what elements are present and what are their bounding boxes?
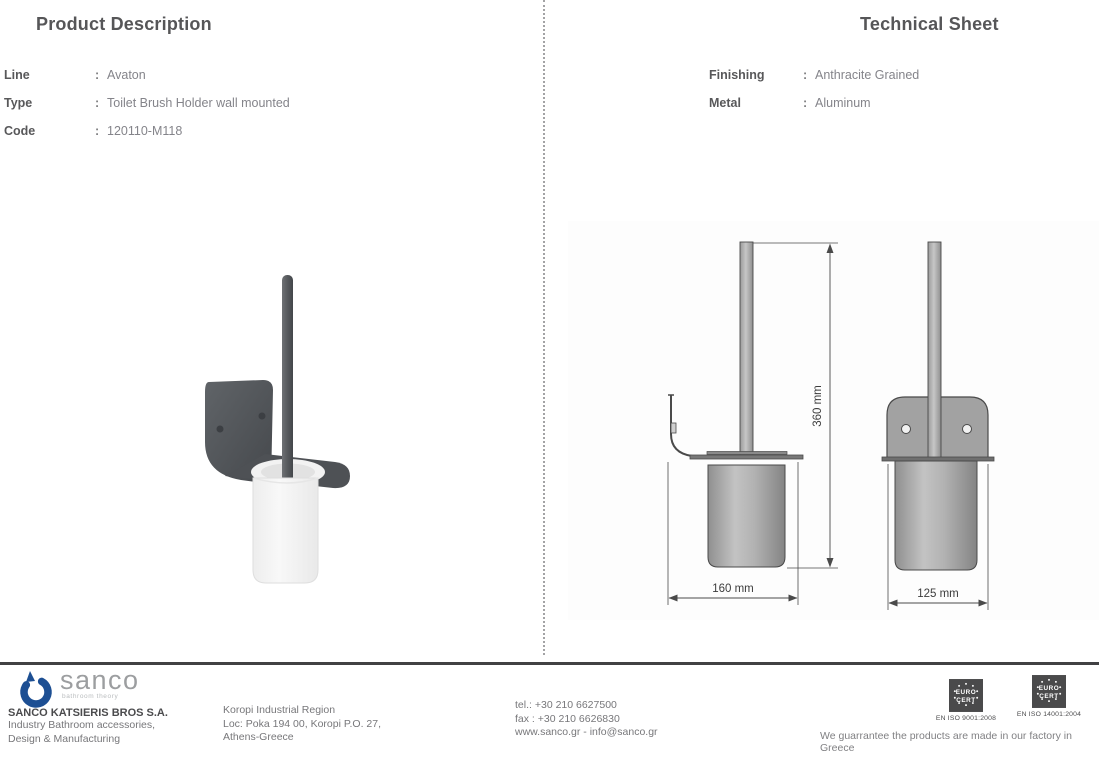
cert-caption: EN ISO 14001:2004 [1016,711,1082,718]
logo-wordmark: sanco [60,665,140,695]
badge-text: CERT [956,696,976,704]
footer-top-rule [0,662,1099,665]
field-label: Metal [709,96,741,110]
field-colon: : [803,96,808,110]
phone-number: tel.: +30 210 6627500 [515,699,617,711]
eurocert-badge-icon [949,679,983,712]
badge-text: CERT [1039,692,1059,700]
company-line: Industry Bathroom accessories, [8,719,156,731]
field-value: Anthracite Grained [815,68,920,82]
drawing-side-view [660,238,850,616]
website-email: www.sanco.gr - info@sanco.gr [515,726,658,738]
field-label: Line [4,68,30,82]
field-label: Code [4,124,36,138]
company-name: SANCO KATSIERIS BROS S.A. [8,707,168,719]
field-value: 120110-M118 [107,124,183,138]
logo-tagline: bathroom theory [62,693,119,700]
field-label: Finishing [709,68,765,82]
company-info-block [8,707,168,746]
field-value: Avaton [107,68,146,82]
dimension-width-label: 125 mm [917,588,959,600]
center-dotted-divider [543,0,545,655]
sanco-logo-icon [18,669,56,711]
company-line: Design & Manufacturing [8,732,121,745]
cert-caption: EN ISO 9001:2008 [935,715,997,722]
address-block [223,704,381,745]
guarantee-statement: We guarrantee the products are made in our factory in Greece [820,730,1072,754]
field-colon: : [95,96,100,110]
product-photo [165,230,445,590]
contact-block [515,699,658,740]
badge-text: EURO [955,688,977,696]
field-colon: : [95,124,100,138]
fax-number: fax : +30 210 6626830 [515,712,620,725]
technical-sheet-title: Technical Sheet [860,14,999,34]
page-title: Product Description [36,14,212,34]
field-value: Aluminum [815,96,871,110]
badge-text: EURO [1038,684,1060,692]
field-label: Type [4,96,33,110]
address-line: Athens-Greece [223,731,294,743]
certification-iso14001 [1013,675,1085,718]
dimension-depth-label: 160 mm [712,583,754,595]
field-value: Toilet Brush Holder wall mounted [107,96,290,110]
field-colon: : [803,68,808,82]
address-line: Koropi Industrial Region [223,704,336,716]
address-line: Loc: Poka 194 00, Koropi P.O. 27, [223,717,381,730]
eurocert-badge-icon [1032,675,1066,708]
certification-iso9001 [930,679,1002,722]
drawing-front-view [868,238,1008,616]
dimension-height-label: 360 mm [812,385,824,427]
field-colon: : [95,68,100,82]
